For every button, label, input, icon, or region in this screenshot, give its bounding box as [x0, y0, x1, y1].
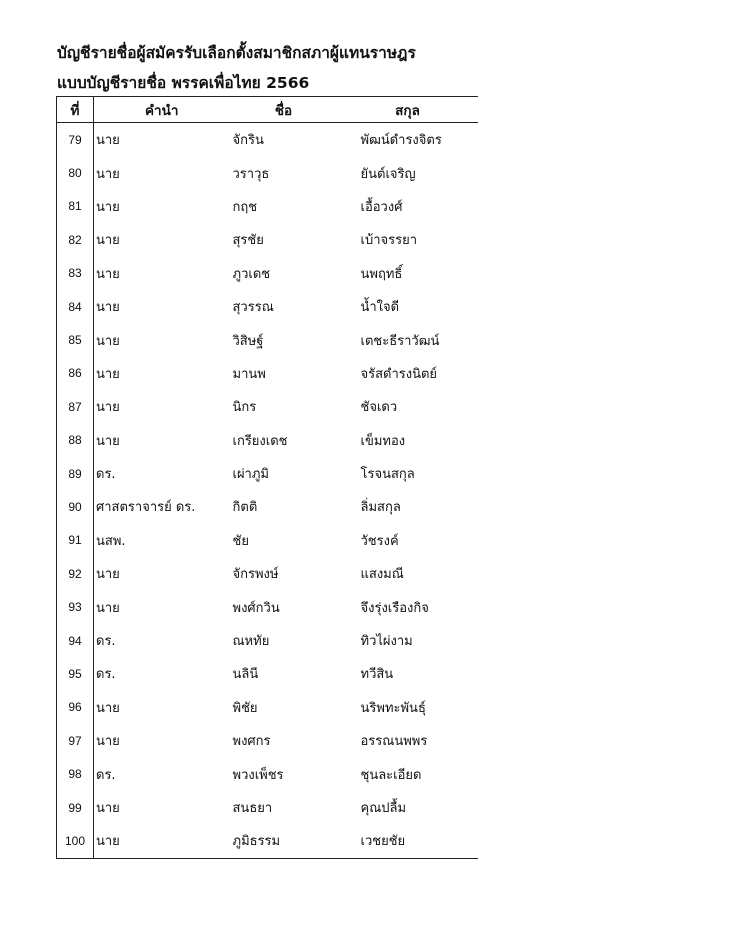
cell-first-name: วราวุธ — [232, 166, 270, 182]
cell-last-name: ชัจเดว — [360, 400, 398, 416]
cell-first-name: พิชัย — [232, 700, 258, 716]
table-row — [57, 757, 478, 790]
cell-first-name: ภูมิธรรม — [230, 824, 338, 858]
cell-prefix: นาย — [94, 223, 230, 256]
cell-last-name: เวชยชัย — [338, 824, 478, 858]
cell-first-name: พงศกร — [232, 734, 271, 750]
cell-first-name: พวงเพ็ชร — [232, 767, 284, 783]
cell-number: 100 — [57, 824, 94, 858]
cell-last-name: ยันต์เจริญ — [360, 166, 416, 182]
cell-prefix: นาย — [94, 824, 230, 858]
cell-first-name: นิกร — [232, 400, 257, 416]
cell-first-name: จักรพงษ์ — [232, 567, 279, 583]
cell-number: 87 — [57, 390, 94, 423]
table-row — [57, 357, 478, 390]
table-row — [57, 156, 478, 189]
table-row — [57, 323, 478, 356]
cell-prefix: นาย — [94, 190, 230, 223]
cell-first-name: วิสิษฐ์ — [232, 333, 264, 349]
cell-number: 79 — [57, 123, 94, 157]
cell-prefix: ดร. — [94, 457, 230, 490]
table-row — [57, 657, 478, 690]
header-prefix: คำนำ — [94, 97, 230, 123]
cell-first-name: สุวรรณ — [232, 300, 274, 316]
cell-number: 98 — [57, 757, 94, 790]
cell-number: 81 — [57, 190, 94, 223]
cell-prefix: นาย — [94, 691, 230, 724]
cell-last-name: จรัสดำรงนิตย์ — [360, 366, 438, 382]
cell-last-name: พัฒน์ดำรงจิตร — [360, 133, 442, 149]
cell-first-name: ชัย — [232, 533, 249, 549]
cell-prefix: ดร. — [94, 757, 230, 790]
cell-last-name: เบ้าจรรยา — [360, 233, 417, 249]
table-row — [57, 557, 478, 590]
cell-last-name: น้ำใจดี — [360, 300, 400, 316]
table-row — [57, 123, 478, 157]
cell-number: 91 — [57, 524, 94, 557]
cell-last-name: วัชรงค์ — [360, 533, 399, 549]
cell-number: 99 — [57, 791, 94, 824]
cell-number: 90 — [57, 490, 94, 523]
table-row — [57, 490, 478, 523]
cell-last-name: ลิ่มสกุล — [360, 500, 401, 516]
cell-prefix: นาย — [94, 290, 230, 323]
cell-last-name: เตชะธีราวัฒน์ — [360, 333, 440, 349]
cell-prefix: นาย — [94, 257, 230, 290]
table-row — [57, 791, 478, 824]
cell-number: 94 — [57, 624, 94, 657]
table-row — [57, 257, 478, 290]
cell-first-name: สนธยา — [232, 801, 273, 816]
cell-last-name: อรรณนพพร — [360, 734, 428, 750]
cell-prefix: ศาสตราจารย์ ดร. — [94, 490, 230, 523]
cell-prefix: นาย — [94, 724, 230, 757]
cell-number: 83 — [57, 257, 94, 290]
table-row — [57, 824, 478, 858]
cell-number: 97 — [57, 724, 94, 757]
cell-number: 95 — [57, 657, 94, 690]
header-first-name: ชื่อ — [230, 97, 338, 123]
cell-first-name: เกรียงเดช — [232, 433, 288, 449]
table-body — [57, 123, 478, 859]
cell-number: 88 — [57, 424, 94, 457]
cell-last-name: นพฤทธิ์ — [360, 266, 403, 282]
cell-number: 85 — [57, 323, 94, 356]
table-row — [57, 190, 478, 223]
cell-last-name: ชุนละเอียด — [360, 767, 422, 783]
cell-prefix: นาย — [94, 123, 230, 157]
cell-prefix: ดร. — [94, 624, 230, 657]
cell-number: 92 — [57, 557, 94, 590]
cell-number: 89 — [57, 457, 94, 490]
cell-number: 82 — [57, 223, 94, 256]
cell-number: 93 — [57, 590, 94, 623]
table-row — [57, 624, 478, 657]
cell-prefix: นาย — [94, 390, 230, 423]
table-row — [57, 524, 478, 557]
cell-prefix: นาย — [94, 357, 230, 390]
table-row — [57, 424, 478, 457]
cell-first-name: สุรชัย — [232, 233, 264, 249]
cell-last-name: คุณปลื้ม — [360, 801, 407, 816]
cell-prefix: นสพ. — [94, 524, 230, 557]
cell-last-name: นริพทะพันธุ์ — [360, 700, 426, 716]
header-last-name: สกุล — [338, 97, 478, 123]
table-row — [57, 724, 478, 757]
cell-first-name: เผ่าภูมิ — [232, 467, 269, 483]
cell-prefix: ดร. — [94, 657, 230, 690]
cell-number: 96 — [57, 691, 94, 724]
cell-prefix: นาย — [94, 323, 230, 356]
cell-last-name: เอื้อวงศ์ — [360, 199, 403, 215]
cell-last-name: ทิวไผ่งาม — [360, 634, 413, 650]
cell-prefix: นาย — [94, 156, 230, 189]
table-row — [57, 290, 478, 323]
candidate-table — [56, 96, 478, 859]
cell-first-name: มานพ — [232, 366, 266, 382]
cell-prefix: นาย — [94, 590, 230, 623]
cell-first-name: กฤช — [232, 199, 258, 215]
cell-first-name: ณหทัย — [232, 634, 270, 650]
cell-last-name: ทวีสิน — [360, 667, 394, 683]
cell-prefix: นาย — [94, 557, 230, 590]
table-row — [57, 457, 478, 490]
cell-last-name: โรจนสกุล — [360, 467, 415, 483]
cell-first-name: จักริน — [232, 133, 264, 149]
table-row — [57, 590, 478, 623]
cell-number: 84 — [57, 290, 94, 323]
cell-last-name: เข็มทอง — [360, 433, 406, 449]
cell-prefix: นาย — [94, 791, 230, 824]
cell-last-name: แสงมณี — [360, 567, 404, 583]
table-row — [57, 223, 478, 256]
cell-first-name: พงศ์กวิน — [232, 600, 280, 616]
document-subtitle: แบบบัญชีรายชื่อ พรรคเพื่อไทย 2566 — [57, 74, 310, 92]
table-row — [57, 390, 478, 423]
cell-last-name: จึงรุ่งเรืองกิจ — [360, 600, 429, 616]
table-header-row — [57, 97, 478, 123]
document-header — [57, 38, 416, 98]
cell-first-name: กิตติ — [232, 500, 258, 516]
cell-number: 86 — [57, 357, 94, 390]
table-row — [57, 691, 478, 724]
cell-prefix: นาย — [94, 424, 230, 457]
header-number: ที่ — [57, 97, 94, 123]
document-title: บัญชีรายชื่อผู้สมัครรับเลือกตั้งสมาชิกสภาผู้แทนราษฎร — [57, 44, 416, 62]
cell-first-name: ภูวเดช — [232, 266, 271, 282]
cell-number: 80 — [57, 156, 94, 189]
cell-first-name: นลินี — [232, 667, 259, 683]
